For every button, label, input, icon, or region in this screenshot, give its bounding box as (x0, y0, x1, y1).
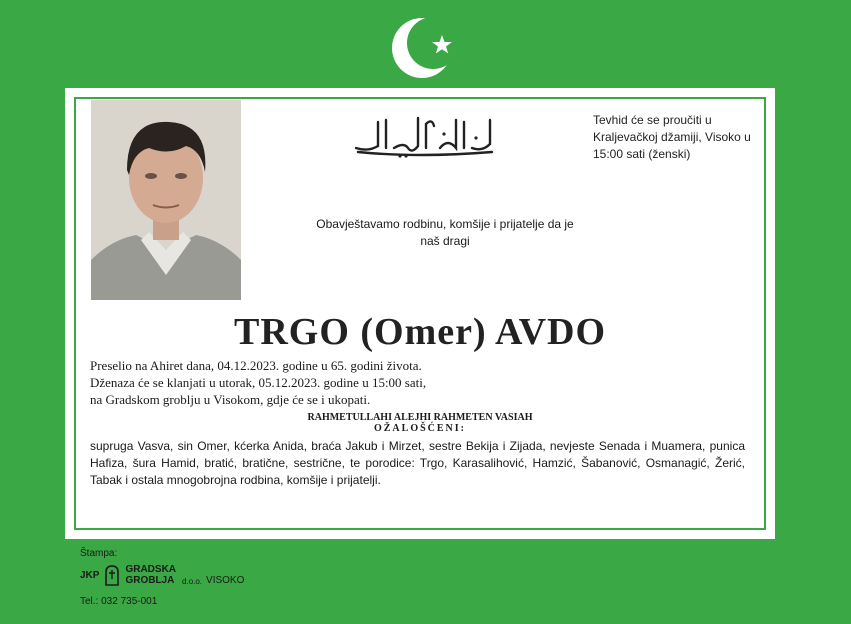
printer-name (125, 564, 176, 586)
intro-text (290, 216, 600, 250)
printer-logo (80, 564, 244, 586)
printer-jkp: JKP (80, 569, 100, 581)
printer-label: Štampa: (80, 548, 118, 559)
details-line-2: Dženaza će se klanjati u utorak, 05.12.2023. godine u 15:00 sati, (90, 375, 427, 390)
portrait-photo (91, 100, 241, 300)
intro-line-1: Obavještavamo rodbinu, komšije i prijatelje da je (316, 217, 574, 231)
details-line-1: Preselio na Ahiret dana, 04.12.2023. godine u 65. godini života. (90, 358, 422, 373)
tevhid-notice: Tevhid će se proučiti u Kraljevačkoj džamiji, Visoko u 15:00 sati (ženski) (593, 113, 751, 161)
printer-name-line-2: GROBLJA (125, 575, 175, 586)
printer-city: VISOKO (206, 575, 245, 586)
cemetery-logo-icon (103, 564, 121, 586)
rahmet-prayer: RAHMETULLAHI ALEJHI RAHMETEN VASIAH (307, 412, 533, 423)
printer-name-line-1: GRADSKA (125, 564, 177, 575)
intro-line-2: naš dragi (420, 234, 470, 248)
printer-doo: d.o.o. (182, 577, 203, 586)
details-line-3: na Gradskom groblju u Visokom, gdje će se i ukopati. (90, 392, 371, 407)
funeral-details (90, 357, 510, 408)
crescent-star-icon (380, 10, 470, 82)
mourners-heading: OŽALOŠĆENI: (373, 423, 466, 434)
mourners-list: supruga Vasva, sin Omer, kćerka Anida, braća Jakub i Mirzet, sestre Bekija i Zijada, nevjeste Senada i Muamera, punica Hafiza, šura Hamid, bratić, bratične, sestrične, te porodice: Trgo, Karasalihović, Hamzić, Šabanović, Osmanagić, Žerić, Tabak i ostala mnogobrojna rodbina, komšije i prijatelji. (90, 439, 745, 487)
printer-phone: Tel.: 032 735-001 (80, 596, 158, 607)
deceased-name: TRGO (Omer) AVDO (233, 311, 607, 353)
arabic-calligraphy-icon (348, 108, 498, 160)
obituary-card (65, 88, 775, 539)
